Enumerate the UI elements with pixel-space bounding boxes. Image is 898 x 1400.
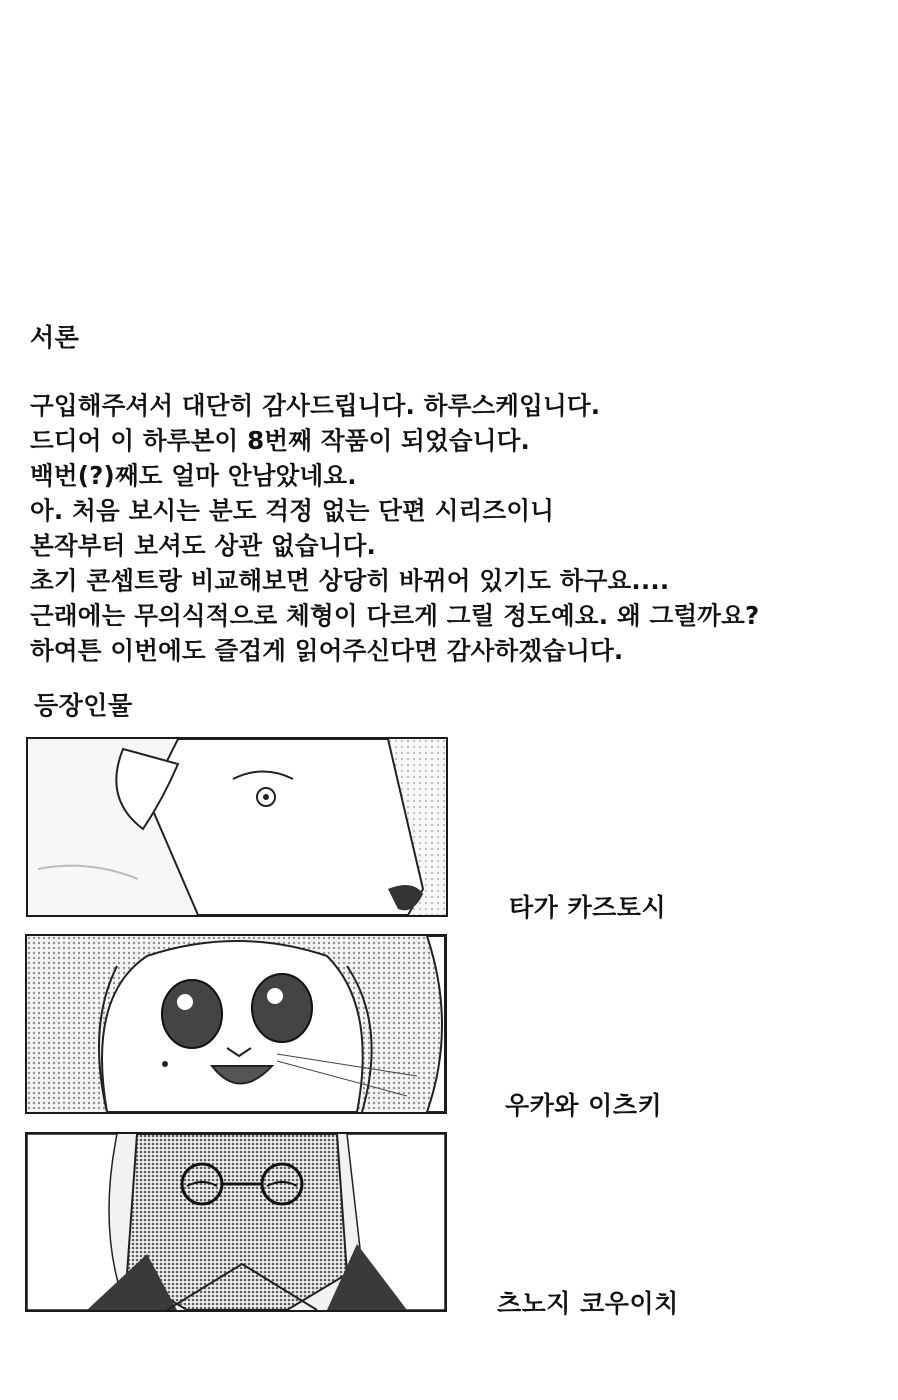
character-name-1: 타가 카즈토시: [509, 893, 667, 922]
character-panel-1: [26, 737, 448, 917]
intro-line: 백번(?)째도 얼마 안남았네요.: [30, 461, 357, 490]
intro-line: 근래에는 무의식적으로 체형이 다르게 그릴 정도예요. 왜 그럴까요?: [30, 601, 760, 630]
character-panel-3: [25, 1132, 447, 1312]
intro-line: 본작부터 보셔도 상관 없습니다.: [30, 531, 376, 560]
intro-heading: 서론: [30, 323, 80, 352]
character-name-3: 츠노지 코우이치: [497, 1289, 679, 1318]
character-panel-2: [25, 934, 447, 1114]
intro-text: [30, 388, 870, 668]
glasses-character-illustration: [27, 1134, 445, 1310]
intro-line: 드디어 이 하루본이 8번째 작품이 되었습니다.: [30, 426, 531, 455]
characters-heading: 등장인물: [34, 691, 133, 720]
intro-line: 초기 콘셉트랑 비교해보면 상당히 바뀌어 있기도 하구요....: [30, 566, 670, 595]
deer-character-illustration: [28, 739, 446, 915]
rabbit-character-illustration: [27, 936, 445, 1112]
character-name-2: 우카와 이츠키: [505, 1091, 663, 1120]
intro-line: 아. 처음 보시는 분도 걱정 없는 단편 시리즈이니: [30, 496, 555, 525]
intro-line: 하여튼 이번에도 즐겁게 읽어주신다면 감사하겠습니다.: [30, 636, 624, 665]
intro-line: 구입해주셔서 대단히 감사드립니다. 하루스케입니다.: [30, 391, 601, 420]
